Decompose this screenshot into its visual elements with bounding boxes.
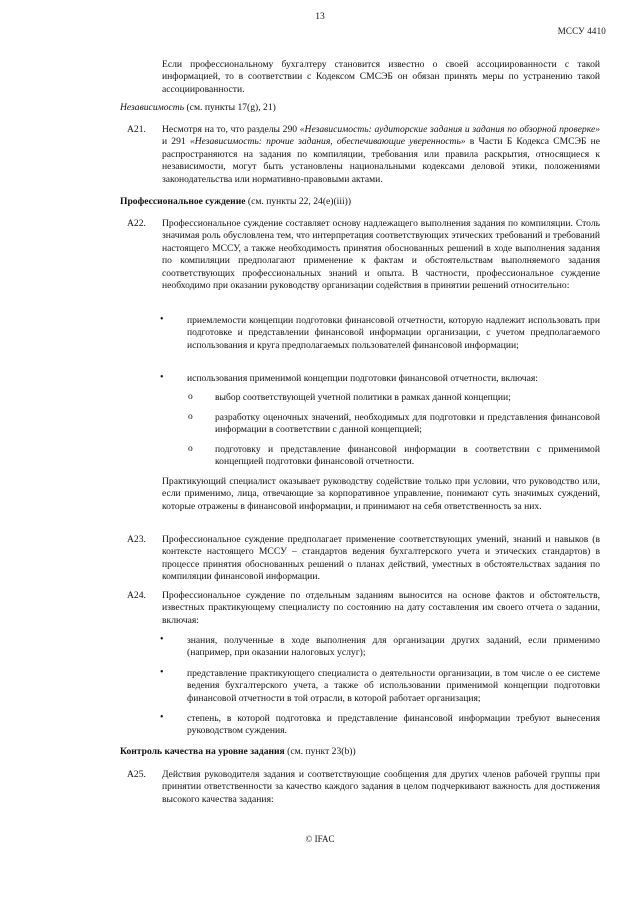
document-code: МССУ 4410 [557,26,606,36]
heading-quality-label: Контроль качества на уровне задания [120,746,285,757]
paragraph-text: Профессиональное суждение предполагает применение соответствующих умений, знаний и навыков (в контексте настоящего МССУ – стандартов ведения бухгалтерского учета и этических стандартов) в процессе принятия обоснованных решений о планах действий, уместных в обстоятельствах задания по компиляции финансовой информации. [162,534,600,583]
sub-item [188,392,600,404]
paragraph-number: A22. [127,218,146,229]
bullet-text: использования применимой концепции подготовки финансовой отчетности, включая: [187,373,538,384]
paragraph-a23 [127,534,600,584]
sub-item [188,444,600,469]
section-reference: «Независимость: аудиторские задания и задания по обзорной проверке» [299,124,601,135]
heading-independence-label: Независимость [120,102,185,113]
a22-closing-text: Практикующий специалист оказывает руководству содействие только при условии, что руководство или, если применимо, лица, отвечающие за корпоративное управление, понимают суть значимых суждений, которые отражены в финансовой информации, и принимают на себя ответственность за них. [162,476,600,512]
intro-note: Если профессиональному бухгалтеру становится известно о своей ассоциированности с такой информацией, то в соответствии с Кодексом СМСЭБ он обязан принять меры по устранению такой ассоциированности. [162,59,600,95]
paragraph-number: A21. [127,124,146,135]
sub-item-text: подготовку и представление финансовой информации в соответствии с применимой концепцией подготовки финансовой отчетности. [215,444,600,468]
paragraph-a25 [127,769,600,806]
paragraph-a24 [127,590,600,627]
sub-item-text: выбор соответствующей учетной политики в рамках данной концепции; [215,392,511,403]
bullet-item [160,315,600,352]
heading-quality-control [120,746,356,758]
paragraph-text: Профессиональное суждение по отдельным заданиям выносится на основе фактов и обстоятельств, известных практикующему специалисту по состоянию на дату составления им своего отчета о задании, включая: [162,590,600,626]
bullet-item [160,668,600,705]
paragraph-number: A24. [127,590,146,601]
bullet-marker: • [160,372,164,383]
bullet-item [160,713,600,738]
paragraph-a22 [127,218,600,292]
bullet-text: представление практикующего специалиста о деятельности организации, в том числе о ее системе ведения бухгалтерского учета, а также об использовании применимой концепции подготовки финансовой отчетности в той отрасли, в которой работает организация; [187,668,600,704]
bullet-item [160,373,600,385]
text-run: в Части Б Кодекса СМСЭБ не распространяются на задания по компиляции, требования или правила раскрытия, относящиеся к независимости, могут быть установлены национальными кодексами деловой этики, положениями законодательства или нормативно-правовыми актами. [162,136,600,185]
bullet-text: степень, в которой подготовка и представление финансовой информации требуют вынесения руководством суждения. [187,713,600,737]
paragraph-text: Профессиональное суждение составляет основу надлежащего выполнения задания по компиляции. Столь значимая роль обусловлена тем, что интерпретация соответствующих этических требований и требований настоящего МССУ, а также необходимость принятия обоснованных решений в ходе выполнения задания по компиляции предполагают применение к фактам и обстоятельствам выполняемого задания соответствующих профессиональных знаний и опыта. В частности, профессиональное суждение необходимо при оказании руководству организации содействия в принятии решений относительно: [162,218,600,292]
heading-quality-ref: (см. пункт 23(b)) [284,746,356,757]
paragraph-text: Действия руководителя задания и соответствующие сообщения для других членов рабочей группы при принятии ответственности за качество каждого задания в целом подчеркивают важность для достижения высокого качества задания: [162,769,600,805]
section-reference: «Независимость: прочие задания, обеспечивающие уверенность» [189,136,466,148]
heading-judgment-label: Профессиональное суждение [120,196,246,207]
circle-marker: o [188,412,193,422]
circle-marker: o [188,392,193,402]
bullet-marker: • [160,667,164,678]
heading-professional-judgment [120,196,351,208]
heading-independence [120,102,276,114]
paragraph-number: A23. [127,534,146,545]
sub-item [188,412,600,437]
sub-item-text: разработку оценочных значений, необходимых для подготовки и представления финансовой информации в соответствии с данной концепцией; [215,412,600,436]
circle-marker: o [188,444,193,454]
bullet-text: приемлемости концепции подготовки финансовой отчетности, которую надлежит использовать при подготовке и представлении финансовой информации организации, с учетом предполагаемого использования и круга предполагаемых пользователей финансовой информации; [187,315,600,351]
text-run: Несмотря на то, что разделы 290 [162,124,300,135]
page-number: 13 [315,12,325,22]
paragraph-a21 [127,124,600,186]
paragraph-text [162,124,600,186]
bullet-text: знания, полученные в ходе выполнения для организации других заданий, если применимо (например, при оказании налоговых услуг); [187,635,600,659]
text-run: и 291 [162,136,190,148]
bullet-item [160,635,600,660]
heading-judgment-ref: (см. пункты 22, 24(e)(iii)) [245,196,352,207]
footer-copyright: © IFAC [305,834,335,844]
bullet-marker: • [160,314,164,325]
paragraph-number: A25. [127,769,146,780]
bullet-marker: • [160,634,164,645]
heading-independence-ref: (см. пункты 17(g), 21) [184,102,276,113]
bullet-marker: • [160,712,164,723]
